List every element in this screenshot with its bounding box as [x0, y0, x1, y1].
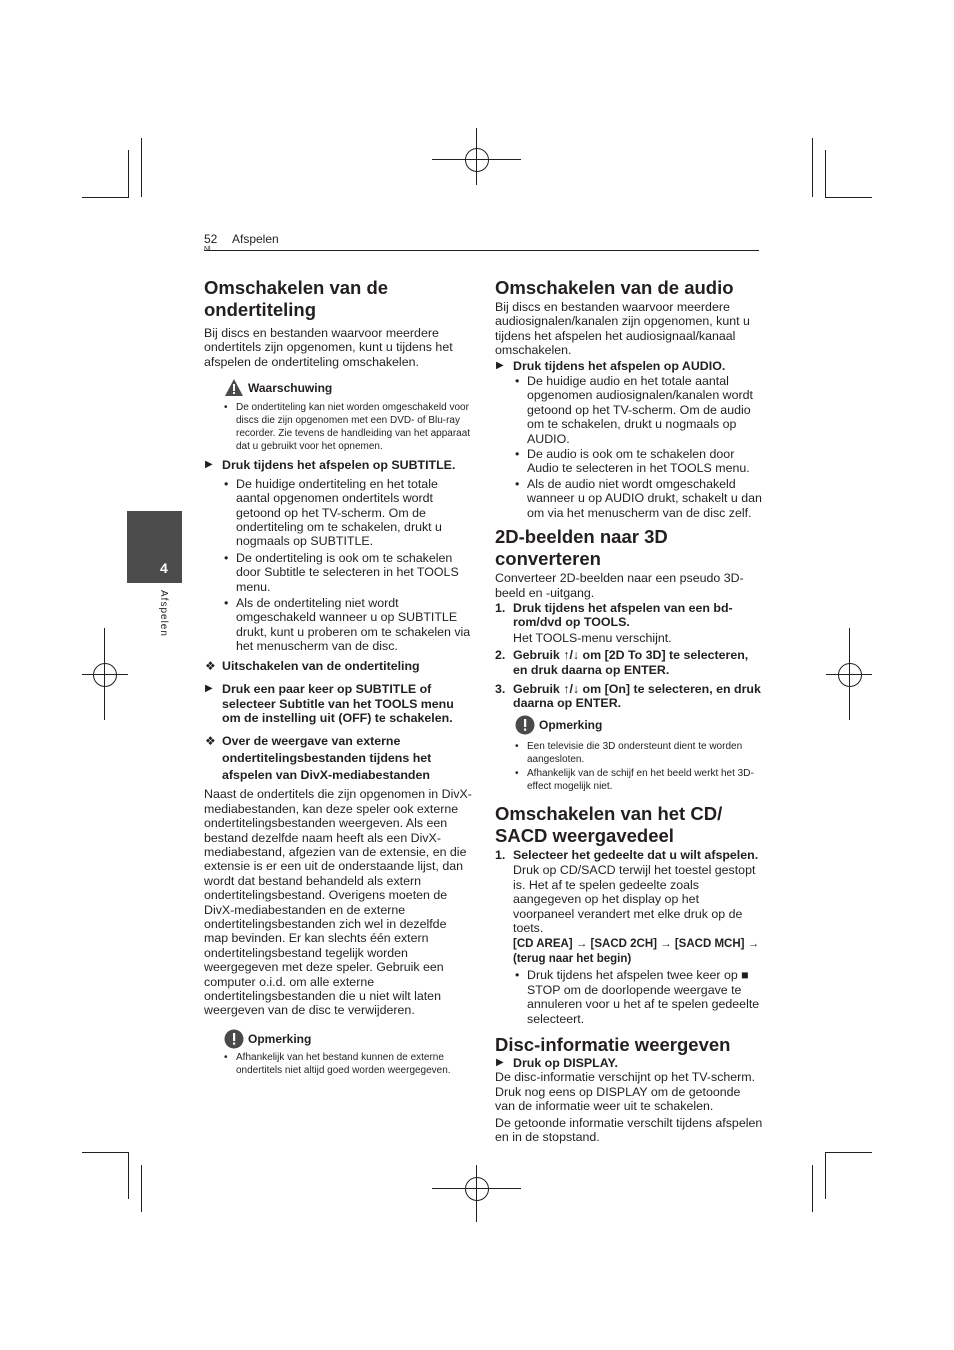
3d-step-2: 2. Gebruik ↑/↓ om [2D To 3D] te selecteren, en druk daarna op ENTER.	[495, 648, 749, 677]
note-item: • Afhankelijk van het bestand kunnen de externe ondertitels niet altijd goed worden weergegeven.	[204, 1052, 472, 1078]
disc-info-text-2: De getoonde informatie verschilt tijdens afspelen en in de stopstand.	[495, 1115, 763, 1145]
warning-heading	[204, 378, 472, 398]
note-icon	[515, 715, 535, 735]
step-arrow-icon: ▶	[496, 1057, 504, 1068]
list-item: • Als de ondertiteling niet wordt omgeschakeld wanneer u op SUBTITLE drukt, kunt u proberen om te schakelen via het menuscherm van de disc.	[204, 596, 472, 654]
3d-intro: Converteer 2D-beelden naar een pseudo 3D-beeld en -uitgang.	[495, 571, 744, 600]
note-label: Opmerking	[248, 1031, 312, 1046]
diamond-bullet-icon: ❖	[205, 734, 216, 749]
3d-note-list	[495, 741, 763, 794]
sacd-section-title: Omschakelen van het CD/ SACD weergavedeel	[495, 802, 723, 846]
right-column	[495, 277, 763, 1144]
3d-step-1-result: Het TOOLS-menu verschijnt.	[513, 630, 672, 645]
3d-step-1: 1. Druk tijdens het afspelen van een bd-rom/dvd op TOOLS.	[495, 600, 733, 630]
step-arrow-icon: ▶	[496, 359, 504, 371]
list-item: • De huidige audio en het totale aantal opgenomen audiosignalen/kanalen wordt getoond op het TV-scherm. Om de audio om te schakelen, drukt u nogmaals op AUDIO.	[495, 374, 763, 446]
running-header: Afspelen	[232, 232, 279, 246]
page-number: 52	[204, 232, 218, 246]
disc-info-text-1: De disc-informatie verschijnt op het TV-scherm. Druk nog eens op DISPLAY om de getoonde van de informatie weer uit te schakelen.	[495, 1070, 756, 1114]
warning-list	[204, 402, 472, 453]
disc-info-section-title: Disc-informatie weergeven	[495, 1034, 731, 1055]
sacd-bullets	[495, 968, 763, 1026]
audio-bullets	[495, 374, 763, 520]
3d-step-3: 3. Gebruik ↑/↓ om [On] te selecteren, en druk daarna op ENTER.	[495, 681, 761, 711]
disc-info-step: ▶ Druk op DISPLAY.	[496, 1056, 618, 1070]
warning-item: • De ondertiteling kan niet worden omgeschakeld voor discs die zijn opgenomen met een DVD- of Blu-ray recorder. Zie tevens de handleiding van het apparaat dat u gebruikt voor het opnemen.	[204, 402, 472, 453]
external-subtitles-text: Naast de ondertitels die zijn opgenomen in DivX-mediabestanden, kan deze speler ook externe ondertitelingsbestanden weergeven. Als een bestand dezelfde naam heeft als een DivX-mediabestand, afgezien van de extensie, en die extensie is er een uit de onderstaande lijst, dan wordt dat bestand behandeld als extern ondertitelingsbestand. Overigens moeten de DivX-mediabestanden en de externe ondertitelingsbestanden zich wel in dezelfde map bevinden. Er kan slechts één extern ondertitelingsbestand tegelijk worden weergegeven met deze speler. Gebruik een computer o.i.d. om alle externe ondertitelingsbestanden die u niet wilt laten weergeven van de disc te verwijderen.	[204, 787, 472, 1018]
subtitle-off-step: ▶ Druk een paar keer op SUBTITLE of selecteer Subtitle van het TOOLS menu om de instelling uit (OFF) te schakelen.	[205, 682, 454, 725]
audio-intro: Bij discs en bestanden waarvoor meerdere audiosignalen/kanalen zijn opgenomen, kunt u tijdens het afspelen het audiosignaal/kanaal omschakelen.	[495, 300, 750, 358]
subtitle-intro: Bij discs en bestanden waarvoor meerdere ondertitels zijn opgenomen, kunt u tijdens het afspelen de ondertiteling omschakelen.	[204, 326, 453, 369]
subheading-external-subtitles: ❖ Over de weergave van externe ondertitelingsbestanden tijdens het afspelen van DivX-mediabestanden	[205, 734, 432, 783]
step-arrow-icon: ▶	[205, 683, 213, 695]
list-item: • De huidige ondertiteling en het totale aantal opgenomen ondertitels wordt getoond op het TV-scherm. Om de ondertiteling om te schakelen, drukt u nogmaals op SUBTITLE.	[204, 477, 472, 549]
subheading-subtitle-off: ❖ Uitschakelen van de ondertiteling	[205, 658, 420, 673]
warning-icon	[224, 378, 244, 398]
note-list	[204, 1052, 472, 1078]
list-item: • Als de audio niet wordt omgeschakeld wanneer u op AUDIO drukt, schakelt u dan om via het menuscherm van de disc zelf.	[495, 477, 763, 520]
3d-note-heading	[495, 715, 763, 735]
audio-section-title: Omschakelen van de audio	[495, 277, 734, 298]
diamond-bullet-icon: ❖	[205, 658, 216, 673]
sacd-text: Druk op CD/SACD terwijl het toestel gestopt is. Het af te spelen gedeelte zoals aangegeven op het display op het voorpaneel verandert met elke druk op de toets.	[513, 863, 756, 935]
subtitle-section-title: Omschakelen van de ondertiteling	[204, 277, 389, 320]
note-heading	[204, 1029, 472, 1049]
list-item: • De audio is ook om te schakelen door Audio te selecteren in het TOOLS menu.	[495, 447, 763, 476]
list-item: • De ondertiteling is ook om te schakelen door Subtitle te selecteren in het TOOLS menu.	[204, 551, 472, 594]
audio-step: ▶ Druk tijdens het afspelen op AUDIO.	[496, 358, 726, 373]
note-label: Opmerking	[539, 717, 603, 732]
note-item: • Een televisie die 3D ondersteunt dient te worden aangesloten.	[495, 741, 763, 767]
sacd-sequence: [CD AREA] → [SACD 2CH] → [SACD MCH] → (terug naar het begin)	[513, 938, 760, 966]
subtitle-step: ▶ Druk tijdens het afspelen op SUBTITLE.	[205, 458, 456, 473]
warning-label: Waarschuwing	[248, 381, 333, 396]
subtitle-bullets	[204, 477, 472, 654]
left-column	[204, 277, 472, 1077]
note-icon	[224, 1029, 244, 1049]
list-item: • Druk tijdens het afspelen twee keer op ■ STOP om de doorlopende weergave te annuleren voor u het af te spelen gedeelte selecteert.	[495, 968, 763, 1026]
header-rule	[204, 250, 759, 251]
chapter-label: Afspelen	[158, 590, 169, 637]
3d-section-title: 2D-beelden naar 3D converteren	[495, 526, 668, 570]
note-item: • Afhankelijk van de schijf en het beeld werkt het 3D-effect mogelijk niet.	[495, 768, 763, 794]
sacd-step-1: 1. Selecteer het gedeelte dat u wilt afspelen.	[495, 847, 759, 862]
chapter-number: 4	[160, 560, 168, 576]
step-arrow-icon: ▶	[205, 459, 213, 471]
chapter-tab	[127, 511, 182, 583]
